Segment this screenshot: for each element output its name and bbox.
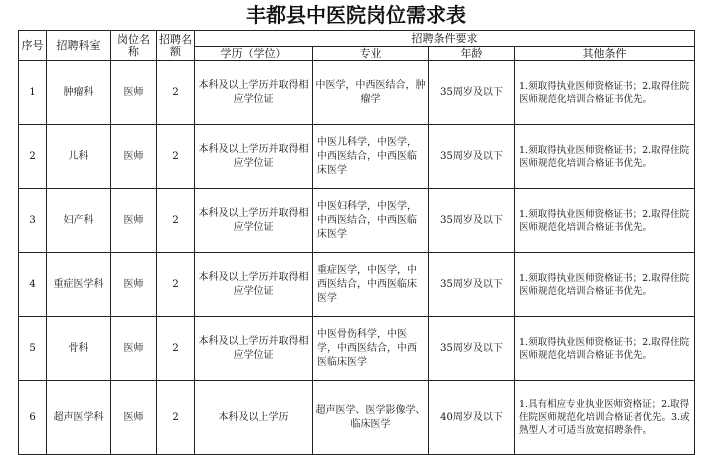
cell-no: 4	[19, 253, 47, 317]
cell-major: 重症医学，中医学，中西医结合，中西医临床医学	[313, 253, 429, 317]
cell-major: 中医妇科学，中医学，中西医结合，中西医临床医学	[313, 189, 429, 253]
cell-no: 1	[19, 61, 47, 125]
cell-education: 本科及以上学历	[195, 381, 313, 455]
cell-other: 1.须取得执业医师资格证书；2.取得住院医师规范化培训合格证书优先。	[515, 317, 695, 381]
cell-other: 1.须取得执业医师资格证书；2.取得住院医师规范化培训合格证书优先。	[515, 61, 695, 125]
cell-age: 35周岁及以下	[429, 253, 515, 317]
header-position: 岗位名称	[111, 31, 157, 61]
cell-education: 本科及以上学历并取得相应学位证	[195, 189, 313, 253]
cell-count: 2	[157, 381, 195, 455]
cell-age: 35周岁及以下	[429, 317, 515, 381]
page-title: 丰都县中医院岗位需求表	[246, 3, 466, 27]
cell-education: 本科及以上学历并取得相应学位证	[195, 317, 313, 381]
table-row	[19, 61, 695, 125]
header-no: 序号	[19, 31, 47, 61]
header-major: 专业	[313, 47, 429, 61]
cell-position: 医师	[111, 317, 157, 381]
table-row	[19, 317, 695, 381]
cell-position: 医师	[111, 253, 157, 317]
cell-no: 5	[19, 317, 47, 381]
cell-count: 2	[157, 125, 195, 189]
cell-major: 中医儿科学，中医学，中西医结合，中西医临床医学	[313, 125, 429, 189]
cell-no: 6	[19, 381, 47, 455]
cell-no: 3	[19, 189, 47, 253]
cell-age: 35周岁及以下	[429, 189, 515, 253]
cell-dept: 超声医学科	[47, 381, 111, 455]
cell-dept: 儿科	[47, 125, 111, 189]
cell-position: 医师	[111, 381, 157, 455]
header-dept: 招聘科室	[47, 31, 111, 61]
table-row	[19, 381, 695, 455]
cell-position: 医师	[111, 189, 157, 253]
header-age: 年龄	[429, 47, 515, 61]
header-education: 学历（学位）	[195, 47, 313, 61]
cell-major: 中医骨伤科学，中医学，中西医结合，中西医临床医学	[313, 317, 429, 381]
cell-position: 医师	[111, 125, 157, 189]
cell-education: 本科及以上学历并取得相应学位证	[195, 125, 313, 189]
cell-major: 中医学，中西医结合，肿瘤学	[313, 61, 429, 125]
table-row	[19, 253, 695, 317]
cell-other: 1.具有相应专业执业医师资格证；2.取得住院医师规范化培训合格证者优先。3.或熟型人才可适当放宽招聘条件。	[515, 381, 695, 455]
header-count: 招聘名额	[157, 31, 195, 61]
table-row	[19, 189, 695, 253]
cell-dept: 骨科	[47, 317, 111, 381]
cell-count: 2	[157, 317, 195, 381]
cell-age: 35周岁及以下	[429, 125, 515, 189]
cell-other: 1.须取得执业医师资格证书；2.取得住院医师规范化培训合格证书优先。	[515, 189, 695, 253]
header-other: 其他条件	[515, 47, 695, 61]
cell-other: 1.须取得执业医师资格证书；2.取得住院医师规范化培训合格证书优先。	[515, 125, 695, 189]
cell-dept: 妇产科	[47, 189, 111, 253]
cell-age: 40周岁及以下	[429, 381, 515, 455]
cell-major: 超声医学、医学影像学、临床医学	[313, 381, 429, 455]
cell-count: 2	[157, 61, 195, 125]
cell-age: 35周岁及以下	[429, 61, 515, 125]
table-row	[19, 125, 695, 189]
job-requirements-table	[18, 30, 695, 455]
cell-count: 2	[157, 189, 195, 253]
cell-count: 2	[157, 253, 195, 317]
cell-position: 医师	[111, 61, 157, 125]
cell-no: 2	[19, 125, 47, 189]
cell-dept: 肿瘤科	[47, 61, 111, 125]
cell-other: 1.须取得执业医师资格证书；2.取得住院医师规范化培训合格证书优先。	[515, 253, 695, 317]
header-requirements: 招聘条件要求	[195, 31, 695, 47]
cell-education: 本科及以上学历并取得相应学位证	[195, 61, 313, 125]
cell-dept: 重症医学科	[47, 253, 111, 317]
cell-education: 本科及以上学历并取得相应学位证	[195, 253, 313, 317]
